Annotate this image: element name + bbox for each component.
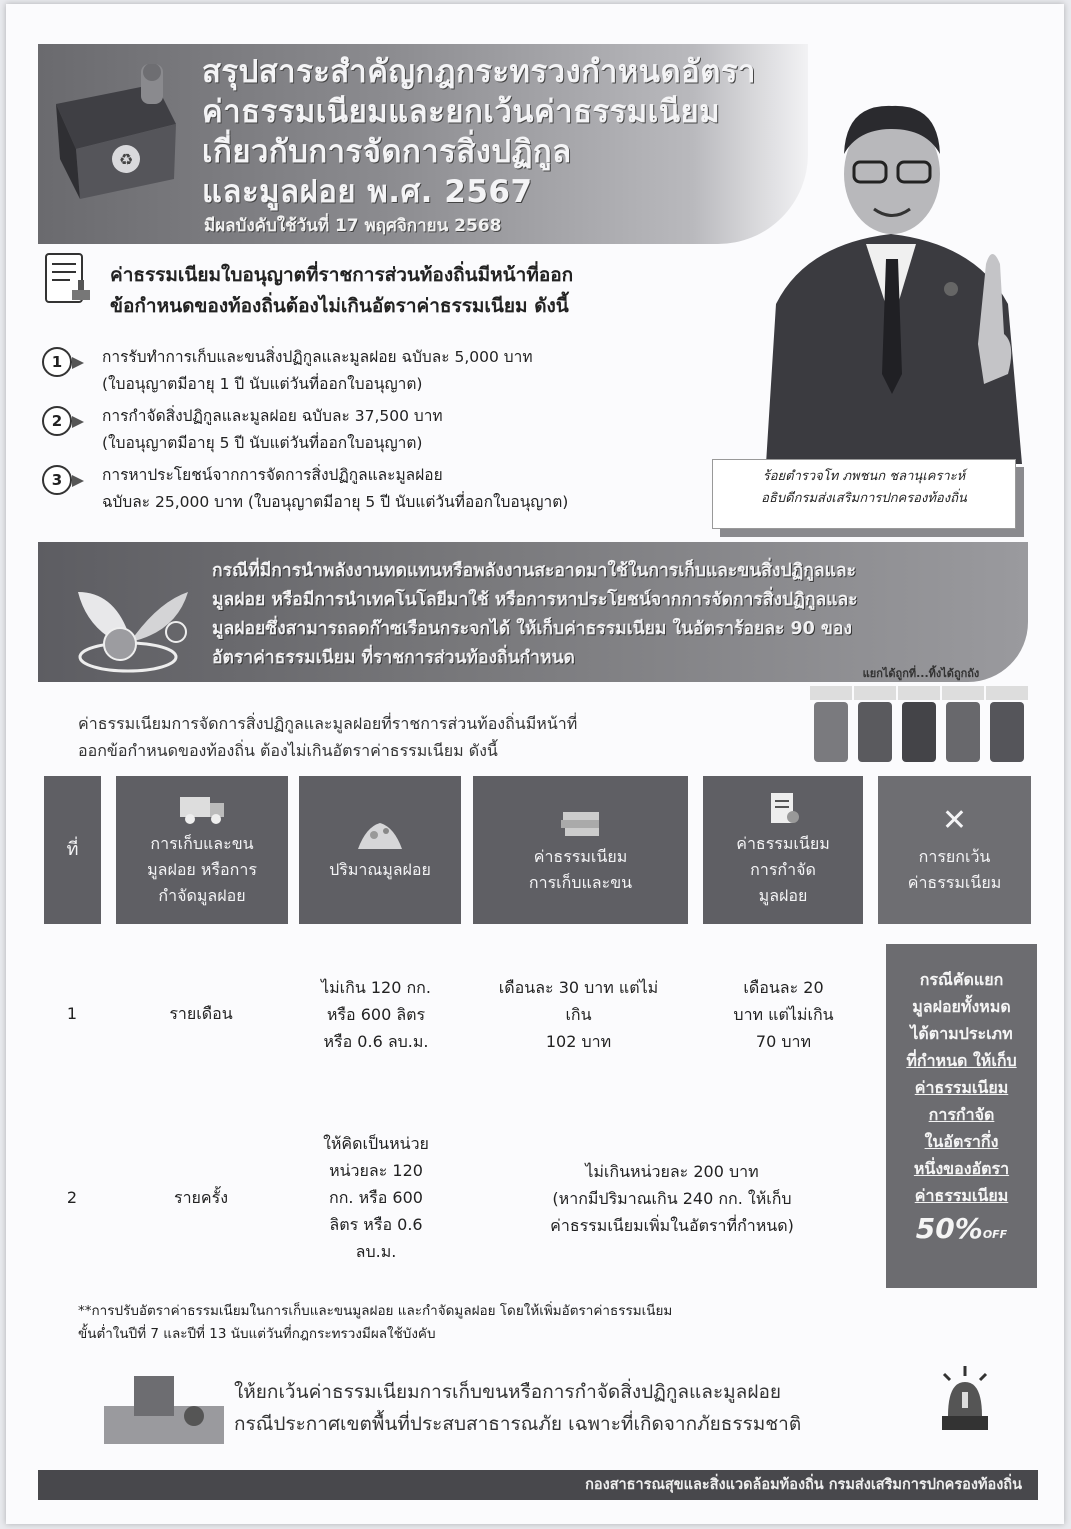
header-label: ค่าธรรมเนียม bbox=[533, 847, 628, 866]
exempt-line: กรณีคัดแยก bbox=[919, 970, 1004, 989]
table-header-dispose-fee bbox=[703, 776, 863, 924]
recycle-bins-illustration bbox=[806, 664, 1036, 764]
page-title bbox=[202, 52, 812, 212]
row1-volume bbox=[292, 974, 460, 1055]
row1-type: รายเดือน bbox=[169, 1004, 233, 1023]
fee-line: เดือนละ 30 บาท แต่ไม่ bbox=[498, 978, 659, 997]
official-name: ร้อยตำรวจโท ภพชนก ชลานุเคราะห์ bbox=[762, 469, 966, 484]
title-line: ค่าธรรมเนียมและยกเว้นค่าธรรมเนียม bbox=[202, 94, 721, 130]
svg-text:♻: ♻ bbox=[118, 150, 134, 169]
disaster-exemption-text bbox=[234, 1376, 924, 1440]
row2-no: 2 bbox=[66, 1188, 78, 1207]
footnote bbox=[78, 1300, 838, 1346]
discount-badge bbox=[886, 1212, 1037, 1248]
leaf-globe-icon bbox=[58, 552, 198, 677]
alarm-siren-icon bbox=[936, 1364, 994, 1434]
table-header-no bbox=[44, 776, 101, 924]
item-note: (ใบอนุญาตมีอายุ 5 ปี นับแต่วันที่ออกใบอนุญาต) bbox=[102, 434, 423, 452]
list-item bbox=[42, 462, 702, 516]
garbage-truck-icon bbox=[178, 791, 226, 825]
header-label: การเก็บและขน bbox=[150, 834, 254, 853]
table-header-type bbox=[116, 776, 288, 924]
footer-bar bbox=[38, 1470, 1038, 1500]
license-heading-line: ค่าธรรมเนียมใบอนุญาตที่ราชการส่วนท้องถิ่นมีหน้าที่ออก bbox=[110, 264, 574, 286]
header-label: ค่าธรรมเนียม bbox=[736, 834, 830, 853]
fee-line: 102 บาท bbox=[545, 1032, 612, 1051]
item-text: การรับทำการเก็บและขนสิ่งปฏิกูลและมูลฝอย ฉบับละ 5,000 บาท bbox=[102, 348, 533, 366]
exempt-line: ค่าธรรมเนียม bbox=[914, 1186, 1009, 1205]
fee-line: (หากมีปริมาณเกิน 240 กก. ให้เก็บ bbox=[552, 1189, 792, 1208]
exempt-line: หนึ่งของอัตรา bbox=[913, 1159, 1010, 1178]
header-label: การเก็บและขน bbox=[528, 873, 633, 892]
list-item bbox=[42, 403, 702, 457]
title-line: สรุปสาระสำคัญกฎกระทรวงกำหนดอัตรา bbox=[202, 54, 756, 90]
fee-intro bbox=[78, 710, 738, 764]
header-label: การยกเว้น bbox=[918, 847, 991, 866]
license-heading-line: ข้อกำหนดของท้องถิ่นต้องไม่เกินอัตราค่าธรรมเนียม ดังนี้ bbox=[110, 295, 569, 317]
fee-line: เกิน bbox=[565, 1005, 592, 1024]
fee-line: 70 บาท bbox=[755, 1032, 812, 1051]
bins-caption: แยกได้ถูกที่...ทิ้งได้ถูกถัง bbox=[862, 667, 980, 680]
row1-no: 1 bbox=[66, 1004, 78, 1023]
header-label: มูลฝอย bbox=[758, 886, 808, 905]
header-label: ปริมาณมูลฝอย bbox=[329, 860, 431, 879]
fee-line: บาท แต่ไม่เกิน bbox=[733, 1005, 834, 1024]
license-heading bbox=[110, 260, 730, 322]
exempt-line: ค่าธรรมเนียม bbox=[914, 1078, 1009, 1097]
volume-line: กก. หรือ 600 bbox=[329, 1188, 423, 1207]
item-text: การหาประโยชน์จากการจัดการสิ่งปฏิกูลและมูลฝอย bbox=[102, 466, 443, 484]
row1-collect-fee bbox=[476, 974, 681, 1055]
header-label: มูลฝอย หรือการ bbox=[147, 860, 257, 879]
volume-line: ให้คิดเป็นหน่วย bbox=[323, 1134, 429, 1153]
footnote-line: ขั้นต่ำในปีที่ 7 และปีที่ 13 นับแต่วันที่กฎกระทรวงมีผลใช้บังคับ bbox=[78, 1326, 436, 1342]
item-text: การกำจัดสิ่งปฏิกูลและมูลฝอย ฉบับละ 37,500 บาท bbox=[102, 407, 443, 425]
close-icon: ✕ bbox=[941, 803, 968, 838]
volume-line: ไม่เกิน 120 กก. bbox=[321, 978, 431, 997]
official-name-caption bbox=[712, 459, 1016, 529]
exempt-line: ในอัตรากึ่ง bbox=[924, 1132, 999, 1151]
fee-line: ไม่เกินหน่วยละ 200 บาท bbox=[585, 1162, 759, 1181]
table-header-volume bbox=[299, 776, 461, 924]
exempt-line: ที่กำหนด ให้เก็บ bbox=[906, 1051, 1017, 1070]
official-position: อธิบดีกรมส่งเสริมการปกครองท้องถิ่น bbox=[761, 491, 967, 506]
header-label: กำจัดมูลฝอย bbox=[158, 886, 246, 905]
discount-off: OFF bbox=[982, 1228, 1008, 1241]
title-line: เกี่ยวกับการจัดการสิ่งปฏิกูล bbox=[202, 134, 572, 170]
exempt-line: การกำจัด bbox=[928, 1105, 995, 1124]
item-note: ฉบับละ 25,000 บาท (ใบอนุญาตมีอายุ 5 ปี นับแต่วันที่ออกใบอนุญาต) bbox=[102, 493, 569, 511]
energy-line: มูลฝอยซึ่งสามารถลดก๊าซเรือนกระจกได้ ให้เก็บค่าธรรมเนียม ในอัตราร้อยละ 90 ของ bbox=[212, 619, 852, 639]
volume-line: ลบ.ม. bbox=[355, 1242, 397, 1261]
invoice-check-icon bbox=[759, 791, 807, 825]
disaster-line: กรณีประกาศเขตพื้นที่ประสบสาธารณภัย เฉพาะที่เกิดจากภัยธรรมชาติ bbox=[234, 1413, 802, 1435]
document-page bbox=[6, 4, 1064, 1524]
garbage-container-icon bbox=[46, 64, 186, 204]
garbage-pile-icon bbox=[356, 817, 404, 851]
energy-line: อัตราค่าธรรมเนียม ที่ราชการส่วนท้องถิ่นกำหนด bbox=[212, 648, 575, 668]
license-fee-list bbox=[42, 344, 702, 521]
header-label: การกำจัด bbox=[750, 860, 816, 879]
list-item bbox=[42, 344, 702, 398]
row2-type: รายครั้ง bbox=[173, 1188, 229, 1207]
fee-line: เดือนละ 20 bbox=[743, 978, 824, 997]
disaster-line: ให้ยกเว้นค่าธรรมเนียมการเก็บขนหรือการกำจัดสิ่งปฏิกูลและมูลฝอย bbox=[234, 1381, 781, 1403]
row2-combined-fee bbox=[482, 1158, 862, 1239]
fee-line: ค่าธรรมเนียมเพิ่มในอัตราที่กำหนด) bbox=[550, 1216, 794, 1235]
row2-volume bbox=[292, 1130, 460, 1265]
volume-line: หน่วยละ 120 bbox=[329, 1161, 423, 1180]
fee-intro-line: ออกข้อกำหนดของท้องถิ่น ต้องไม่เกินอัตราค่าธรรมเนียม ดังนี้ bbox=[78, 741, 498, 760]
header-label: ค่าธรรมเนียม bbox=[907, 873, 1002, 892]
volume-line: ลิตร หรือ 0.6 bbox=[329, 1215, 423, 1234]
item-note: (ใบอนุญาตมีอายุ 1 ปี นับแต่วันที่ออกใบอนุญาต) bbox=[102, 375, 423, 393]
footnote-line: **การปรับอัตราค่าธรรมเนียมในการเก็บและขนมูลฝอย และกำจัดมูลฝอย โดยให้เพิ่มอัตราค่าธรรมเนียม bbox=[78, 1303, 673, 1319]
volume-line: หรือ 600 ลิตร bbox=[326, 1005, 426, 1024]
bins-icon bbox=[806, 682, 1036, 764]
footer-text: กองสาธารณสุขและสิ่งแวดล้อมท้องถิ่น กรมส่งเสริมการปกครองท้องถิ่น bbox=[585, 1477, 1022, 1493]
volume-line: หรือ 0.6 ลบ.ม. bbox=[323, 1032, 429, 1051]
clean-energy-text bbox=[212, 557, 1012, 673]
item-number: 2 bbox=[42, 406, 72, 436]
item-number: 1 bbox=[42, 347, 72, 377]
energy-line: กรณีที่มีการนำพลังงานทดแทนหรือพลังงานสะอาดมาใช้ในการเก็บและขนสิ่งปฏิกูลและ bbox=[212, 561, 857, 581]
disaster-illustration bbox=[104, 1366, 224, 1444]
fee-intro-line: ค่าธรรมเนียมการจัดการสิ่งปฏิกูลและมูลฝอยที่ราชการส่วนท้องถิ่นมีหน้าที่ bbox=[78, 714, 578, 733]
exempt-line: ได้ตามประเภท bbox=[910, 1024, 1013, 1043]
exempt-line: มูลฝอยทั้งหมด bbox=[912, 997, 1011, 1016]
item-number: 3 bbox=[42, 465, 72, 495]
official-portrait-image bbox=[746, 74, 1038, 464]
document-stamp-icon bbox=[38, 250, 96, 312]
energy-line: มูลฝอย หรือมีการนำเทคโนโลยีมาใช้ หรือการหาประโยชน์จากการจัดการสิ่งปฏิกูลและ bbox=[212, 590, 858, 610]
title-line: และมูลฝอย พ.ศ. 2567 bbox=[202, 174, 533, 210]
table-header-exempt bbox=[878, 776, 1031, 924]
header-label: ที่ bbox=[66, 839, 79, 860]
discount-value: 50% bbox=[915, 1212, 983, 1245]
table-header-collect-fee bbox=[473, 776, 688, 924]
row1-dispose-fee bbox=[706, 974, 861, 1055]
exemption-box bbox=[886, 944, 1037, 1288]
effective-date: มีผลบังคับใช้วันที่ 17 พฤศจิกายน 2568 bbox=[204, 216, 502, 236]
money-stack-icon bbox=[557, 804, 605, 838]
